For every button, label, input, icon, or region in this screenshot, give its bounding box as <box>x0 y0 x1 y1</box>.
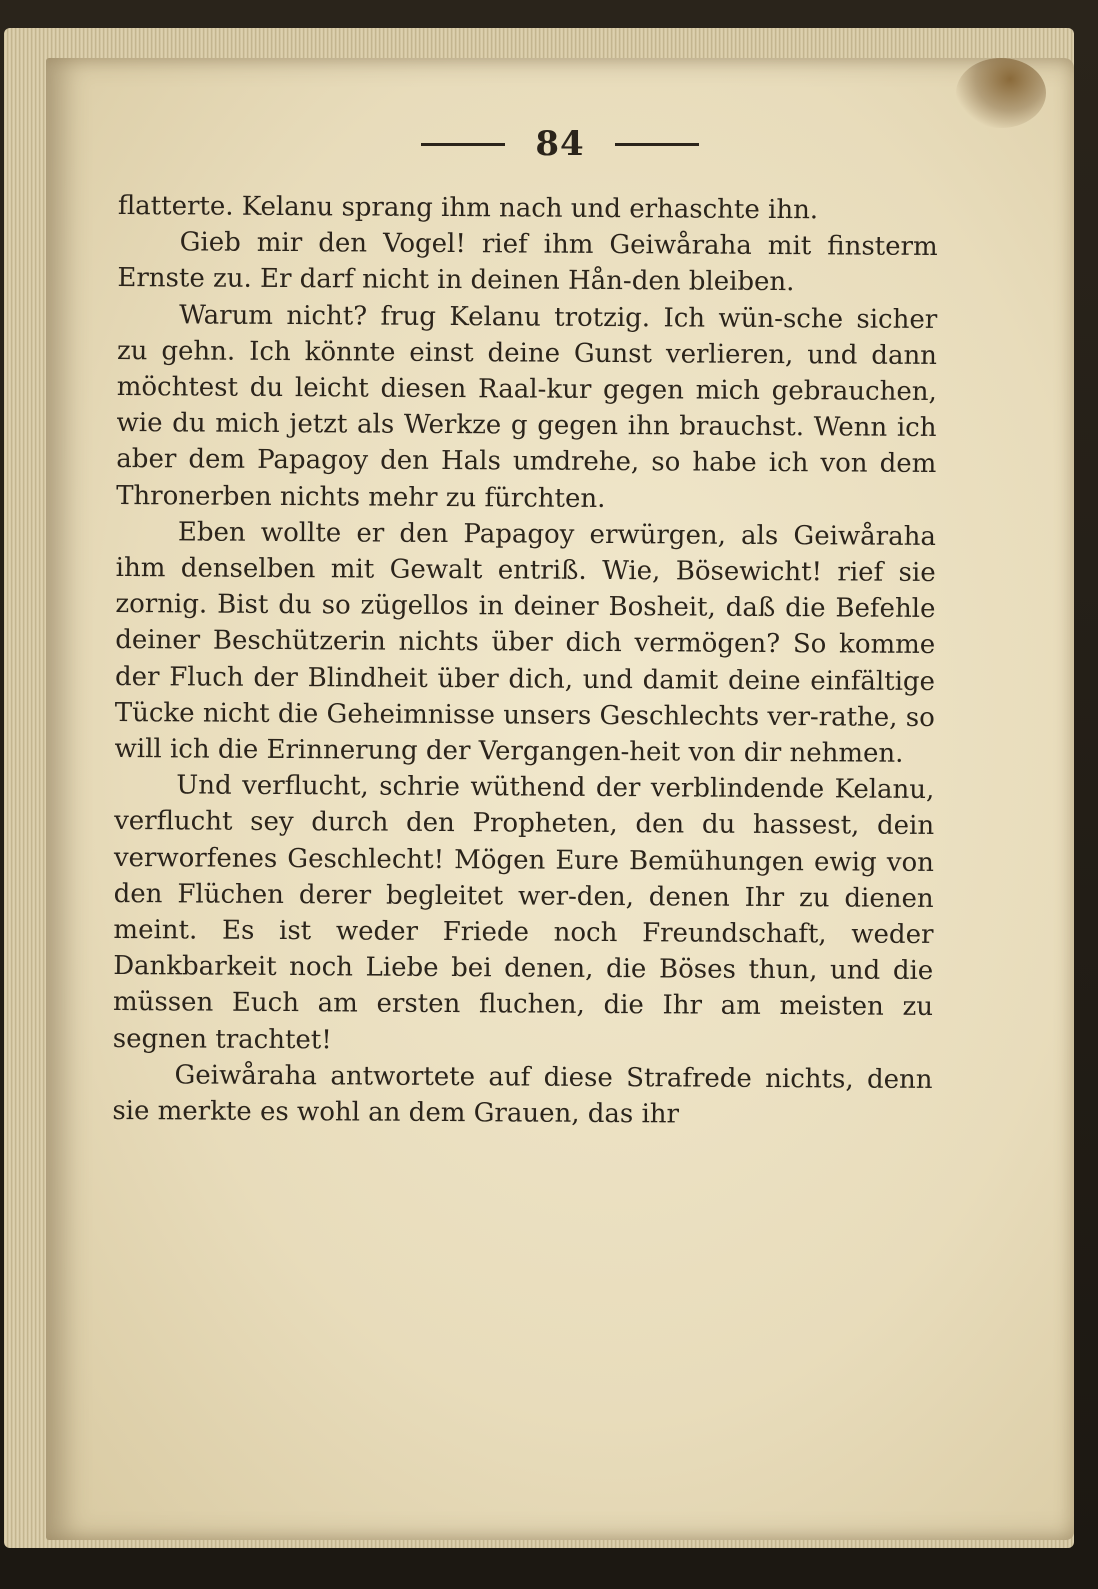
paragraph-3: Warum nicht? frug Kelanu trotzig. Ich wün-sche sicher zu gehn. Ich könnte einst deine Gunst verlieren, und dann möchtest du leicht diesen Raal-kur gegen mich gebrauchen, wie du mich jetzt als Werkze g gegen ihn brauchst. Wenn ich aber dem Papagoy den Hals umdrehe, so habe ich von dem Thronerben nichts mehr zu fürchten. <box>116 299 938 514</box>
body-text <box>112 188 938 1134</box>
paragraph-1: flatterte. Kelanu sprang ihm nach und erhaschte ihn. <box>117 190 819 226</box>
header-rule-right <box>615 143 699 146</box>
paragraph-5: Und verflucht, schrie wüthend der verblindende Kelanu, verflucht sey durch den Propheten, den du hassest, dein verworfenes Geschlecht! Mögen Eure Bemühungen ewig von den Flüchen derer begleitet wer-den, denen Ihr zu dienen meint. Es ist weder Friede noch Freundschaft, weder Dankbarkeit noch Liebe bei denen, die Böses thun, und die müssen Euch am ersten fluchen, die Ihr am meisten zu segnen trachtet! <box>112 770 935 1055</box>
page-number: 84 <box>535 124 585 164</box>
paragraph-4: Eben wollte er den Papagoy erwürgen, als Geiwåraha ihm denselben mit Gewalt entriß. Wie, Bösewicht! rief sie zornig. Bist du so zügellos in deiner Bosheit, daß die Befehle deiner Beschützerin nichts über dich vermögen? So komme der Fluch der Blindheit über dich, und damit deine einfältige Tücke nicht die Geheimnisse unsers Geschlechts ver-rathe, so will ich die Erinnerung der Vergangen-heit von dir nehmen. <box>114 517 936 769</box>
header-rule-left <box>421 143 505 146</box>
paragraph-2: Gieb mir den Vogel! rief ihm Geiwåraha mit finsterm Ernste zu. Er darf nicht in deinen Hån-den bleiben. <box>117 227 938 298</box>
page-header <box>46 124 1074 176</box>
paragraph-6: Geiwåraha antwortete auf diese Strafrede nichts, denn sie merkte es wohl an dem Grauen, das ihr <box>112 1060 933 1130</box>
book-page <box>46 58 1074 1540</box>
page-stain <box>956 58 1046 128</box>
